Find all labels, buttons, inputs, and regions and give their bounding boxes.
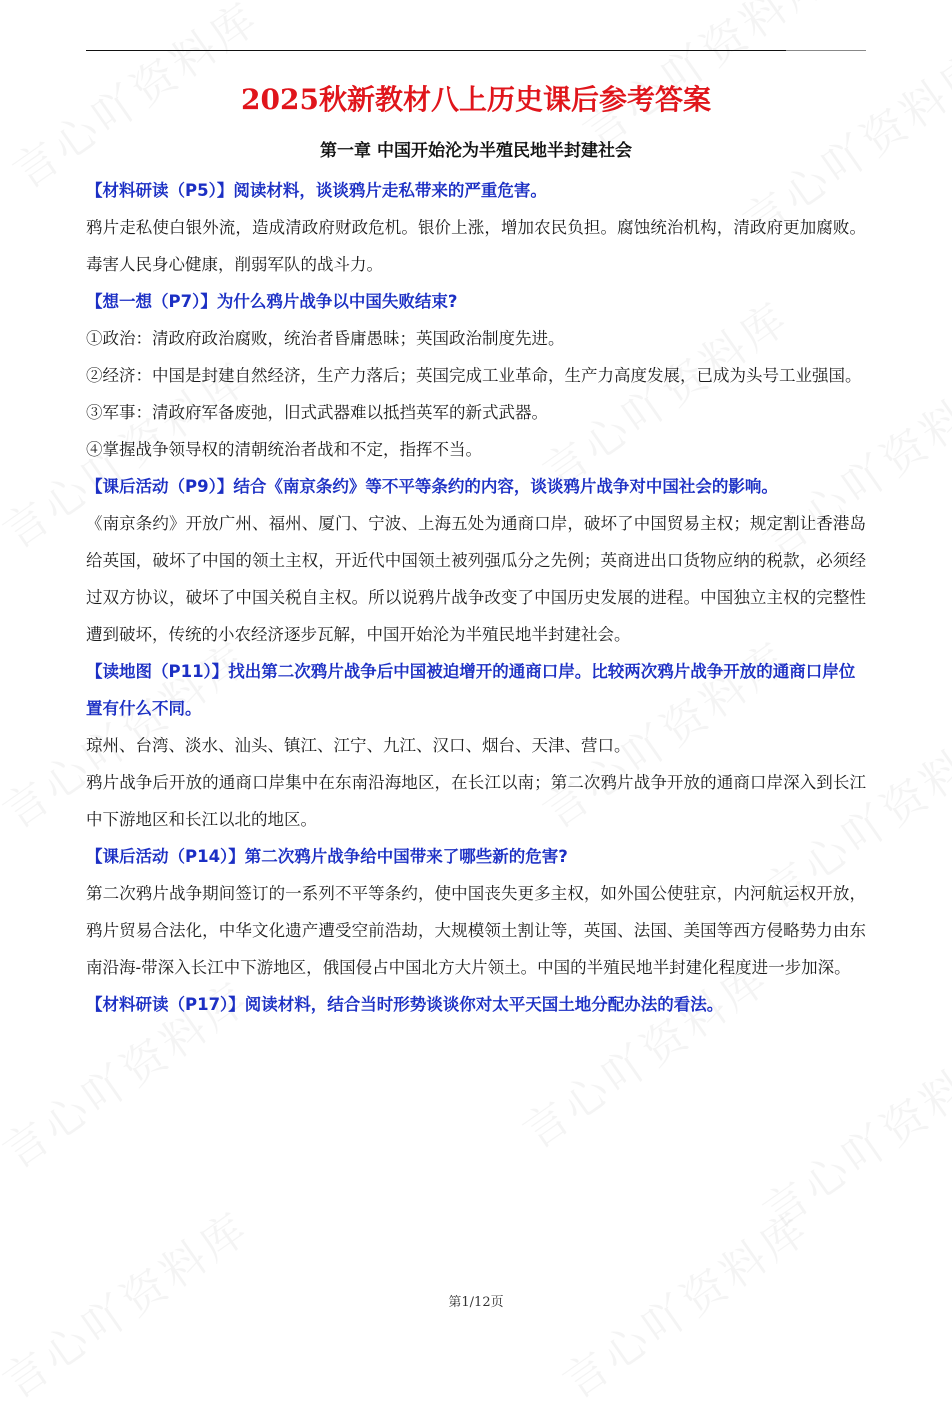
answer-paragraph: 第二次鸦片战争期间签订的一系列不平等条约，使中国丧失更多主权，如外国公使驻京，内河航运权开放，鸦片贸易合法化，中华文化遗产遭受空前浩劫，大规模领土割让等，英国、法国、美国等西方侵略势力由东南沿海-带深入长江中下游地区，俄国侵占中国北方大片领土。中国的半殖民地半封建化程度进一步加深。 xyxy=(86,884,866,977)
question-heading: 【读地图（P11）】找出第二次鸦片战争后中国被迫增开的通商口岸。比较两次鸦片战争开放的通商口岸位置有什么不同。 xyxy=(86,662,856,718)
question-heading: 【想一想（P7）】为什么鸦片战争以中国失败结束? xyxy=(86,292,458,311)
answer-paragraph: 《南京条约》开放广州、福州、厦门、宁波、上海五处为通商口岸，破坏了中国贸易主权；规定割让香港岛给英国，破坏了中国的领土主权，开近代中国领土被列强瓜分之先例；英商进出口货物应纳的税款，必须经过双方协议，破坏了中国关税自主权。所以说鸦片战争改变了中国历史发展的进程。中国独立主权的完整性遭到破坏，传统的小农经济逐步瓦解，中国开始沦为半殖民地半封建社会。 xyxy=(86,514,866,644)
section-p11 xyxy=(86,653,866,838)
watermark xyxy=(748,1023,952,1241)
answer-paragraph: 琼州、台湾、淡水、汕头、镇江、江宁、九江、汉口、烟台、天津、营口。 xyxy=(86,736,631,755)
answer-paragraph: ④掌握战争领导权的清朝统治者战和不定，指挥不当。 xyxy=(86,440,482,459)
document-body xyxy=(86,172,866,1023)
document-title: 2025秋新教材八上历史课后参考答案 xyxy=(241,83,711,116)
chapter-heading: 第一章 中国开始沦为半殖民地半封建社会 xyxy=(320,141,632,161)
section-p5 xyxy=(86,172,866,283)
answer-paragraph: 鸦片战争后开放的通商口岸集中在东南沿海地区，在长江以南；第二次鸦片战争开放的通商口岸深入到长江中下游地区和长江以北的地区。 xyxy=(86,773,866,829)
question-heading: 【材料研读（P5）】阅读材料，谈谈鸦片走私带来的严重危害。 xyxy=(86,181,547,200)
section-p17 xyxy=(86,986,866,1023)
section-p9 xyxy=(86,468,866,653)
section-p7 xyxy=(86,283,866,468)
section-p14 xyxy=(86,838,866,986)
header-rule xyxy=(86,50,866,51)
question-heading: 【课后活动（P14）】第二次鸦片战争给中国带来了哪些新的危害? xyxy=(86,847,568,866)
answer-paragraph: ①政治：清政府政治腐败，统治者昏庸愚昧；英国政治制度先进。 xyxy=(86,329,565,348)
answer-paragraph: ③军事：清政府军备废弛，旧式武器难以抵挡英军的新式武器。 xyxy=(86,403,548,422)
answer-paragraph: 鸦片走私使白银外流，造成清政府财政危机。银价上涨，增加农民负担。腐蚀统治机构，清政府更加腐败。毒害人民身心健康，削弱军队的战斗力。 xyxy=(86,218,866,274)
question-heading: 【材料研读（P17）】阅读材料，结合当时形势谈谈你对太平天国土地分配办法的看法。 xyxy=(86,995,724,1014)
answer-paragraph: ②经济：中国是封建自然经济，生产力落后；英国完成工业革命，生产力高度发展，已成为头号工业强国。 xyxy=(86,366,862,385)
question-heading: 【课后活动（P9）】结合《南京条约》等不平等条约的内容，谈谈鸦片战争对中国社会的影响。 xyxy=(86,477,778,496)
page-indicator: 第1/12页 xyxy=(448,1295,504,1310)
